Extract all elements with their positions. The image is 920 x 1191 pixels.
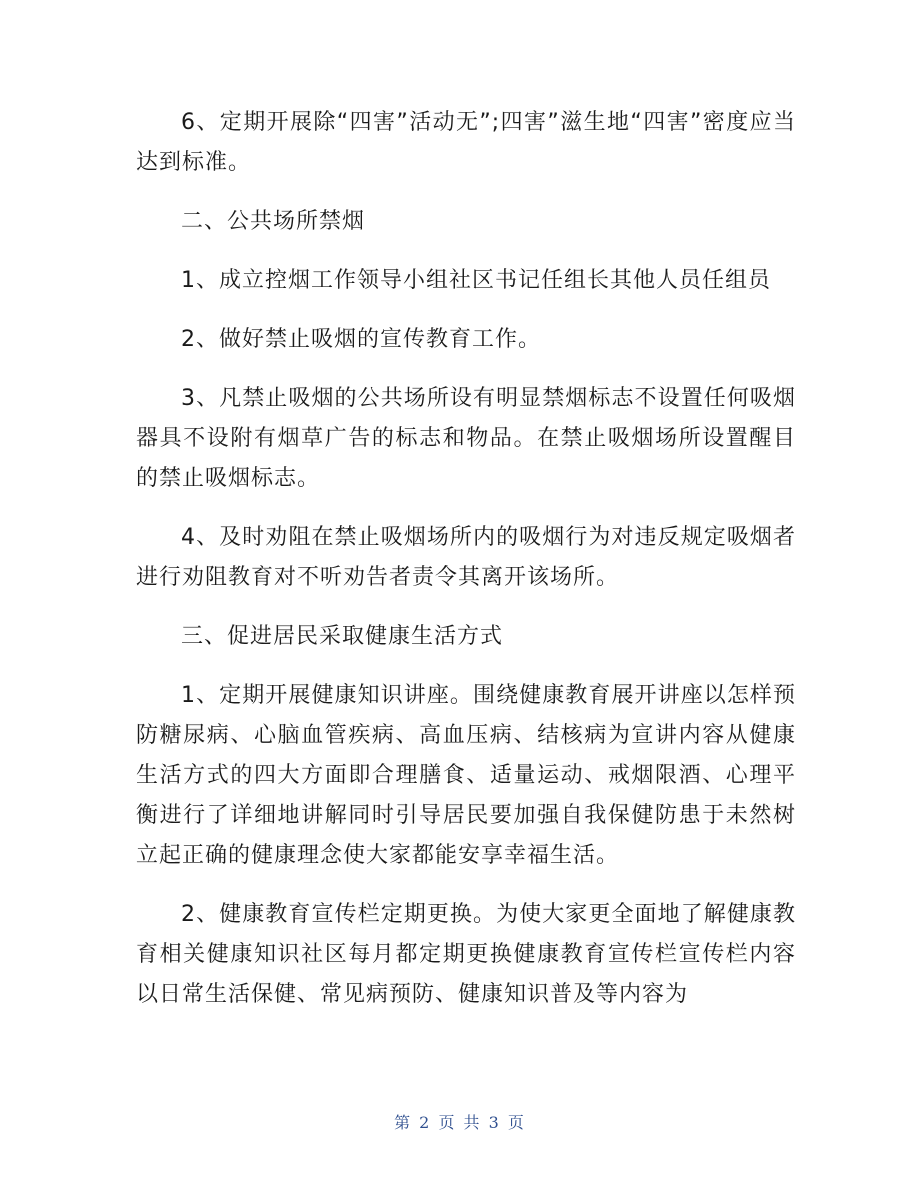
section-heading-healthy-lifestyle: 三、促进居民采取健康生活方式	[181, 624, 504, 649]
paragraph-gap	[136, 242, 796, 261]
paragraph-gap	[136, 876, 796, 895]
paragraph-item-3-no-smoking-signs: 3、凡禁止吸烟的公共场所设有明显禁烟标志不设置任何吸烟器具不设附有烟草广告的标志和物品。在禁止吸烟场所设置醒目的禁止吸烟标志。	[136, 386, 796, 491]
paragraph-item-2-bulletin-board: 2、健康教育宣传栏定期更换。为使大家更全面地了解健康教育相关健康知识社区每月都定期更换健康教育宣传栏宣传栏内容以日常生活保健、常见病预防、健康知识普及等内容为	[136, 902, 796, 1007]
section-heading-public-smoking-ban: 二、公共场所禁烟	[181, 209, 366, 234]
paragraph-item-4-dissuade-smokers: 4、及时劝阻在禁止吸烟场所内的吸烟行为对违反规定吸烟者进行劝阻教育对不听劝告者责令其离开该场所。	[136, 525, 796, 590]
paragraph-gap	[136, 301, 796, 320]
paragraph-gap	[136, 183, 796, 202]
paragraph-item-1-tobacco-control-group: 1、成立控烟工作领导小组社区书记任组长其他人员任组员	[181, 268, 771, 293]
paragraph-gap	[136, 657, 796, 676]
paragraph-gap	[136, 598, 796, 617]
paragraph-gap	[136, 499, 796, 518]
paragraph-gap	[136, 360, 796, 379]
document-body	[136, 103, 796, 1015]
page-number-footer: 第 2 页 共 3 页	[394, 1113, 526, 1132]
paragraph-item-6-pest-control: 6、定期开展除“四害”活动无”;四害”滋生地“四害”密度应当达到标准。	[136, 110, 796, 175]
paragraph-item-2-smoking-education: 2、做好禁止吸烟的宣传教育工作。	[181, 327, 541, 352]
paragraph-item-1-health-lectures: 1、定期开展健康知识讲座。围绕健康教育展开讲座以怎样预防糖尿病、心脑血管疾病、高血压病、结核病为宣讲内容从健康生活方式的四大方面即合理膳食、适量运动、戒烟限酒、心理平衡进行了详细地讲解同时引导居民要加强自我保健防患于未然树立起正确的健康理念使大家都能安享幸福生活。	[136, 683, 796, 868]
